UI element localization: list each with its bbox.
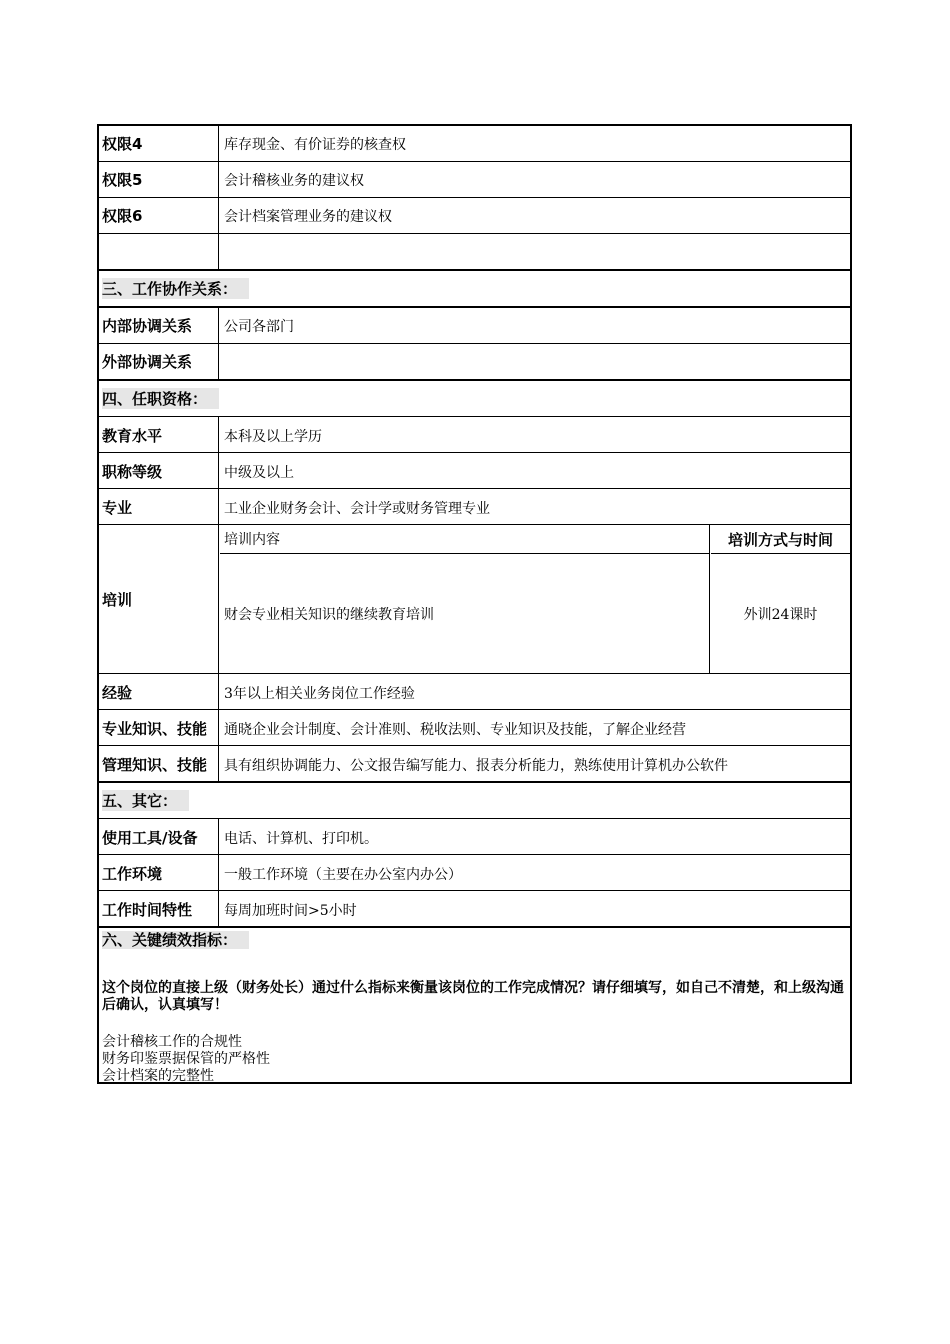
kpi-question: 这个岗位的直接上级（财务处长）通过什么指标来衡量该岗位的工作完成情况？请仔细填写，如自己不清楚，和上级沟通后确认，认真填写！	[102, 980, 844, 1013]
experience-value: 3年以上相关业务岗位工作经验	[224, 686, 415, 702]
job-description-table	[97, 124, 852, 1084]
tools-value: 电话、计算机、打印机。	[224, 831, 378, 847]
section-title: 三、工作协作关系：	[102, 278, 249, 299]
authority-label: 权限6	[99, 198, 219, 233]
section4-header	[99, 381, 850, 417]
kpi-item: 会计稽核工作的合规性	[102, 1034, 242, 1050]
section-title: 五、其它：	[102, 790, 189, 811]
authority-value: 会计稽核业务的建议权	[224, 172, 364, 189]
authority-value: 会计档案管理业务的建议权	[224, 208, 392, 225]
empty-row	[99, 234, 850, 271]
work-time-row	[99, 891, 850, 928]
authority-row-4	[99, 126, 850, 162]
major-label: 专业	[99, 489, 219, 524]
training-content-column	[220, 525, 710, 673]
section-title: 六、关键绩效指标：	[102, 931, 249, 949]
external-coord-row	[99, 344, 850, 381]
kpi-section	[102, 928, 847, 1085]
work-time-label: 工作时间特性	[99, 891, 219, 926]
training-label: 培训	[99, 525, 219, 673]
knowledge-row	[99, 710, 850, 746]
title-level-row	[99, 453, 850, 489]
environment-label: 工作环境	[99, 855, 219, 890]
experience-row	[99, 674, 850, 710]
training-content-value: 财会专业相关知识的继续教育培训	[224, 606, 434, 623]
environment-row	[99, 855, 850, 891]
education-label: 教育水平	[99, 417, 219, 452]
management-label: 管理知识、技能	[99, 746, 219, 781]
authority-row-5	[99, 162, 850, 198]
internal-coord-row	[99, 308, 850, 344]
tools-label: 使用工具/设备	[99, 819, 219, 854]
section5-header	[99, 783, 850, 819]
external-coord-label: 外部协调关系	[99, 344, 219, 379]
tools-row	[99, 819, 850, 855]
environment-value: 一般工作环境（主要在办公室内办公）	[224, 867, 462, 883]
kpi-item: 财务印鉴票据保管的严格性	[102, 1051, 270, 1067]
training-method-column	[711, 525, 850, 673]
internal-coord-label: 内部协调关系	[99, 308, 219, 343]
authority-label: 权限5	[99, 162, 219, 197]
training-method-header: 培训方式与时间	[711, 525, 850, 554]
authority-row-6	[99, 198, 850, 234]
empty-label	[99, 234, 219, 269]
title-level-value: 中级及以上	[224, 465, 294, 481]
authority-label: 权限4	[99, 126, 219, 161]
internal-coord-value: 公司各部门	[224, 318, 294, 335]
training-method-value: 外训24课时	[743, 606, 818, 623]
kpi-item: 会计档案的完整性	[102, 1068, 214, 1084]
kpi-list	[102, 1034, 847, 1085]
section-title: 四、任职资格：	[102, 388, 219, 409]
education-row	[99, 417, 850, 453]
management-value: 具有组织协调能力、公文报告编写能力、报表分析能力，熟练使用计算机办公软件	[224, 758, 728, 774]
major-value: 工业企业财务会计、会计学或财务管理专业	[224, 501, 490, 517]
knowledge-label: 专业知识、技能	[99, 710, 219, 745]
training-row	[99, 525, 850, 674]
education-value: 本科及以上学历	[224, 429, 322, 445]
knowledge-value: 通晓企业会计制度、会计准则、税收法则、专业知识及技能，了解企业经营	[224, 722, 686, 738]
section3-header	[99, 271, 850, 308]
major-row	[99, 489, 850, 525]
external-coord-value	[220, 344, 850, 379]
title-level-label: 职称等级	[99, 453, 219, 488]
training-content-header: 培训内容	[220, 525, 709, 554]
work-time-value: 每周加班时间>5小时	[224, 903, 357, 919]
experience-label: 经验	[99, 674, 219, 709]
authority-value: 库存现金、有价证券的核查权	[224, 136, 406, 153]
management-row	[99, 746, 850, 783]
